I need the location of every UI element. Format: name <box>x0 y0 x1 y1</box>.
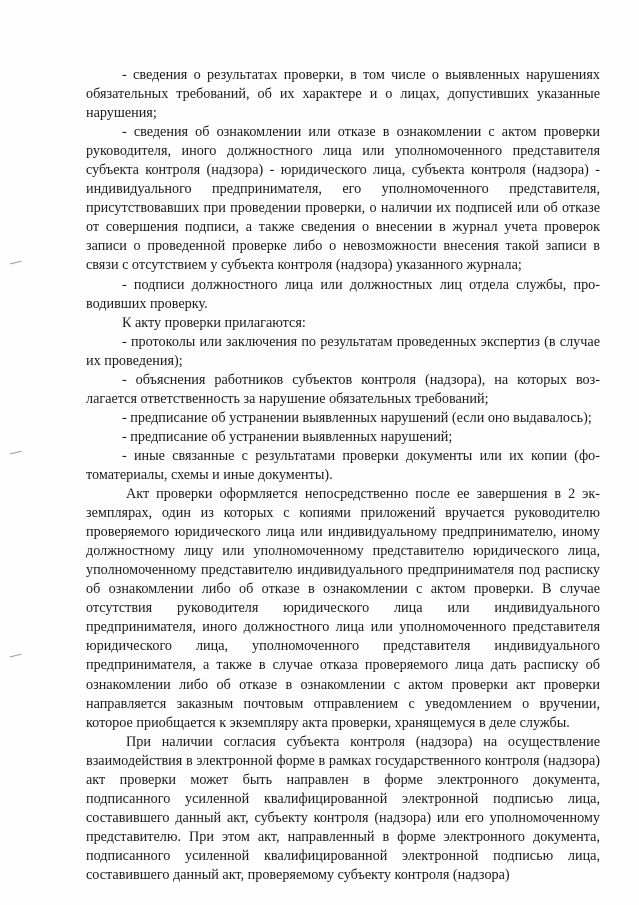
paragraph: - протоколы или заключения по результатам проведенных экспертиз (в случае их проведения); <box>86 333 600 369</box>
margin-mark <box>10 451 22 457</box>
paragraph: При наличии согласия субъекта контроля (надзора) на осуществление взаимодействия в электронной форме в рамках государственного контроля (надзора) акт проверки может быть направлен в форме электронного документа, подписанного усиленной квалифицированной электронной подписью лица, составившего данный акт, субъекту контроля (надзора) или его уполномоченному представителю. При этом акт, направленный в форме электронного документа, подписанного усиленной квалифицированной электронной подписью лица, составившего данный акт, проверяемому субъекту контроля (надзора) <box>86 733 600 883</box>
paragraph: - иные связанные с результатами проверки документы или их копии (фотоматериалы, схемы и иные документы). <box>86 447 600 483</box>
paragraph: - предписание об устранении выявленных нарушений; <box>122 428 453 445</box>
paragraph: - сведения о результатах проверки, в том числе о выявленных нарушениях обязательных требований, об их характере и о лицах, допустивших указанные нарушения; <box>86 67 600 122</box>
document-body <box>86 66 600 885</box>
margin-mark <box>10 654 22 660</box>
paragraph: - предписание об устранении выявленных нарушений (если оно выдавалось); <box>122 409 592 426</box>
paragraph: - сведения об ознакомлении или отказе в ознакомлении с актом проверки руководителя, иного должностного лица или уполномоченного представителя субъекта контроля (надзора) - юридического лица, субъекта контроля (надзора) - индивидуального предпринимателя, его уполномоченного представителя, присутствовавших при проведении проверки, о наличии их подписей или об отказе от совершения подписи, а также сведения о внесении в журнал учета проверок записи о проведенной проверке либо о невозможности внесения такой записи в связи с отсутствием у субъекта контроля (надзора) указанного журнала; <box>86 124 600 274</box>
paragraph: - объяснения работников субъектов контроля (надзора), на которых возлагается ответственность за нарушение обязательных требований; <box>86 371 600 407</box>
paragraph: К акту проверки прилагаются: <box>122 314 306 331</box>
margin-mark <box>10 261 22 267</box>
paragraph: - подписи должностного лица или должностных лиц отдела службы, проводивших проверку. <box>86 276 600 312</box>
paragraph: Акт проверки оформляется непосредственно после ее завершения в 2 экземплярах, один из которых с копиями приложений вручается руководителю проверяемого юридического лица или индивидуальному предпринимателю, иному должностному лицу или уполномоченному представителю юридического лица, уполномоченному представителю индивидуального предпринимателя под расписку об ознакомлении либо об отказе в ознакомлении с актом проверки. В случае отсутствия руководителя юридического лица или индивидуального предпринимателя, иного должностного лица или уполномоченного представителя юридического лица, уполномоченного представителя индивидуального предпринимателя, а также в случае отказа проверяемого лица дать расписку об ознакомлении либо об отказе в ознакомлении с актом проверки акт проверки направляется заказным почтовым отправлением с уведомлением о вручении, которое приобщается к экземпляру акта проверки, хранящемуся в деле службы. <box>86 486 600 731</box>
